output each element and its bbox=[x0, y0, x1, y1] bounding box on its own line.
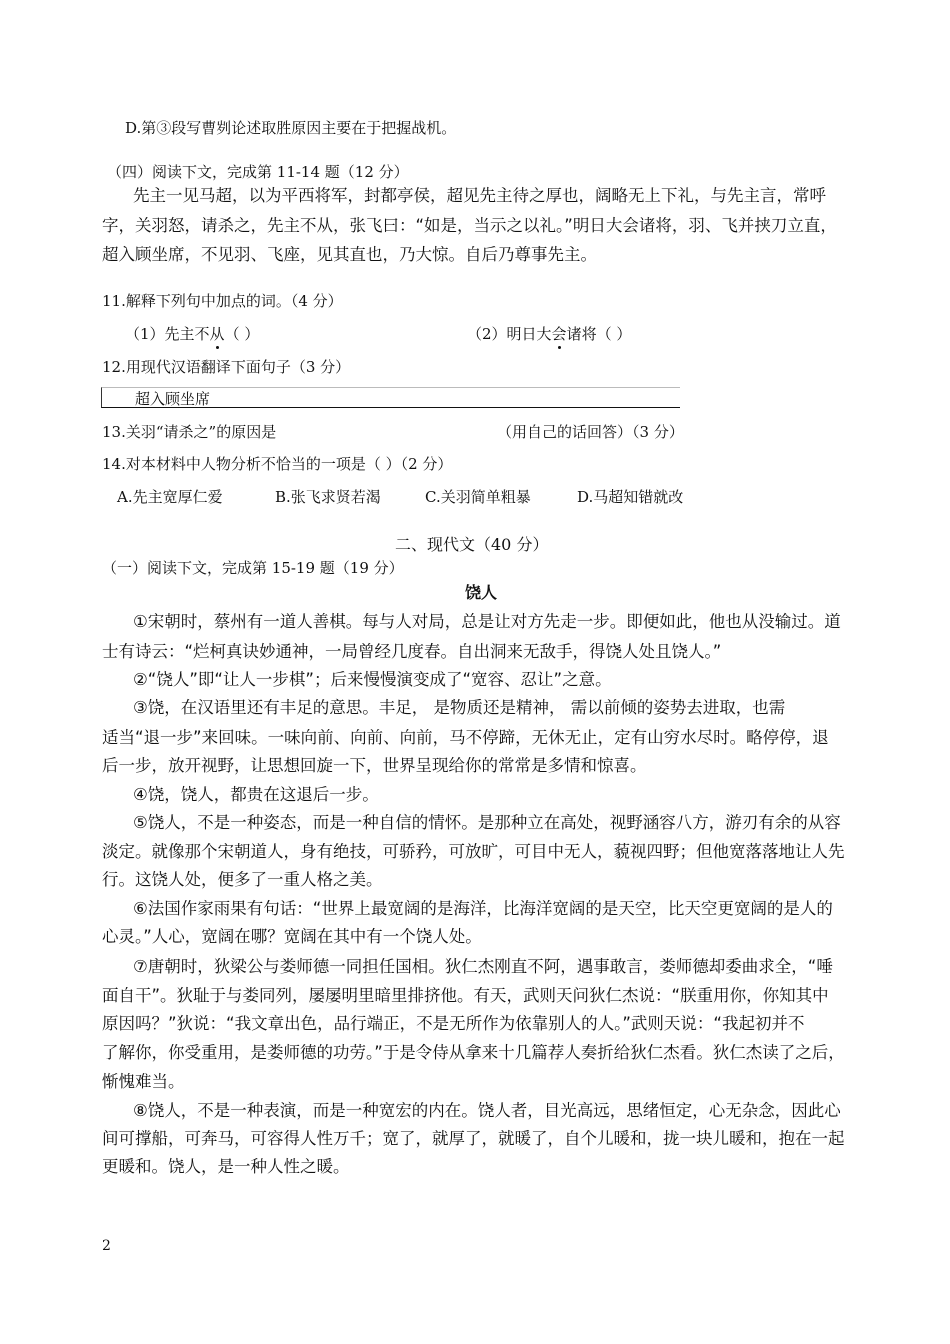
question-14-stem: 14.对本材料中人物分析不恰当的一项是（ ）（2 分） bbox=[102, 455, 453, 473]
article-line: ⑦唐朝时，狄梁公与娄师德一同担任国相。狄仁杰刚直不阿，遇事敢言，娄师德却委曲求全，“唾 bbox=[133, 957, 833, 976]
question-11-item-2: （2）明日大会诸将（ ） bbox=[467, 325, 632, 343]
translation-answer-line[interactable] bbox=[101, 387, 680, 408]
article-line: 淡定。就像那个宋朝道人，身有绝技，可骄矜，可放旷，可目中无人，藐视四野；但他宽落落地让人先 bbox=[102, 842, 845, 861]
article-line: 后一步，放开视野，让思想回旋一下，世界呈现给你的常常是多情和惊喜。 bbox=[102, 756, 647, 775]
part-2-sub-heading: （一）阅读下文，完成第 15-19 题（19 分） bbox=[102, 559, 404, 577]
article-line: ③饶，在汉语里还有丰足的意思。丰足， 是物质还是精神， 需以前倾的姿势去进取，也需 bbox=[133, 698, 786, 717]
article-line: 心灵。”人心，宽阔在哪？宽阔在其中有一个饶人处。 bbox=[102, 927, 482, 946]
article-title: 饶人 bbox=[465, 583, 498, 602]
article-line: 惭愧难当。 bbox=[102, 1072, 185, 1091]
article-line: ⑤饶人，不是一种姿态，而是一种自信的情怀。是那种立在高处，视野涵容八方，游刃有余的从容 bbox=[133, 813, 841, 832]
question-13-instruction: （用自己的话回答）（3 分） bbox=[497, 423, 684, 441]
emphasis-dot-word: 从 bbox=[209, 325, 225, 343]
classical-passage-line: 先主一见马超，以为平西将军，封都亭侯，超见先主待之厚也，阔略无上下礼，与先主言，常呼 bbox=[133, 186, 826, 205]
choice-option-a: A.先主宽厚仁爱 bbox=[117, 488, 223, 506]
choice-option-c: C.关羽简单粗暴 bbox=[425, 488, 531, 506]
emphasis-dot-word: 会 bbox=[551, 325, 567, 343]
question-11-stem: 11.解释下列句中加点的词。（4 分） bbox=[102, 292, 343, 310]
section-4-heading: （四）阅读下文，完成第 11-14 题（12 分） bbox=[107, 163, 409, 181]
choice-option-b: B.张飞求贤若渴 bbox=[275, 488, 381, 506]
part-2-heading: 二、现代文（40 分） bbox=[395, 535, 549, 554]
classical-passage-line: 超入顾坐席，不见羽、飞座，见其直也，乃大惊。自后乃尊事先主。 bbox=[102, 245, 597, 264]
question-12-stem: 12.用现代汉语翻译下面句子（3 分） bbox=[102, 358, 351, 376]
article-line: ⑧饶人，不是一种表演，而是一种宽宏的内在。饶人者，目光高远，思绪恒定，心无杂念，因此心 bbox=[133, 1101, 841, 1120]
article-line: 原因吗？”狄说：“我文章出色，品行端正，不是无所作为依靠别人的人。”武则天说：“我起初并不 bbox=[102, 1014, 805, 1033]
article-line: ①宋朝时，蔡州有一道人善棋。每与人对局，总是让对方先走一步。即便如此，他也从没输过。道 bbox=[133, 612, 841, 631]
prev-option-d: D.第③段写曹刿论述取胜原因主要在于把握战机。 bbox=[125, 119, 457, 137]
article-line: 了解你，你受重用，是娄师德的功劳。”于是令侍从拿来十几篇荐人奏折给狄仁杰看。狄仁杰读了之后， bbox=[102, 1043, 845, 1062]
choice-option-d: D.马超知错就改 bbox=[577, 488, 684, 506]
article-line: ⑥法国作家雨果有句话：“世界上最宽阔的是海洋，比海洋宽阔的是天空，比天空更宽阔的是人的 bbox=[133, 899, 833, 918]
article-line: 更暖和。饶人，是一种人性之暖。 bbox=[102, 1157, 350, 1176]
page-number: 2 bbox=[102, 1238, 111, 1254]
question-13-stem: 13.关羽“请杀之”的原因是 bbox=[102, 423, 277, 441]
classical-passage-line: 字，关羽怒，请杀之，先主不从，张飞曰：“如是，当示之以礼。”明日大会诸将，羽、飞并挟刀立直， bbox=[102, 216, 837, 235]
article-line: 间可撑船，可奔马，可容得人性万千；宽了，就厚了，就暖了，自个儿暖和，拢一块儿暖和，抱在一起 bbox=[102, 1129, 845, 1148]
question-11-item-1: （1）先主不从（ ） bbox=[125, 325, 260, 343]
article-line: 士有诗云：“烂柯真诀妙通神，一局曾经几度春。自出洞来无敌手，得饶人处且饶人。” bbox=[102, 642, 722, 661]
sentence-to-translate: 超入顾坐席 bbox=[135, 390, 211, 408]
article-line: ②“饶人”即“让人一步棋”；后来慢慢演变成了“宽容、忍让”之意。 bbox=[133, 670, 612, 689]
article-line: 面自干”。狄耻于与娄同列，屡屡明里暗里排挤他。有天，武则天问狄仁杰说：“朕重用你，你知其中 bbox=[102, 986, 829, 1005]
article-line: ④饶，饶人，都贵在这退后一步。 bbox=[133, 785, 379, 804]
article-line: 适当“退一步”来回味。一味向前、向前、向前，马不停蹄，无休无止，定有山穷水尽时。略停停，退 bbox=[102, 728, 829, 747]
article-line: 行。这饶人处，便多了一重人格之美。 bbox=[102, 870, 383, 889]
